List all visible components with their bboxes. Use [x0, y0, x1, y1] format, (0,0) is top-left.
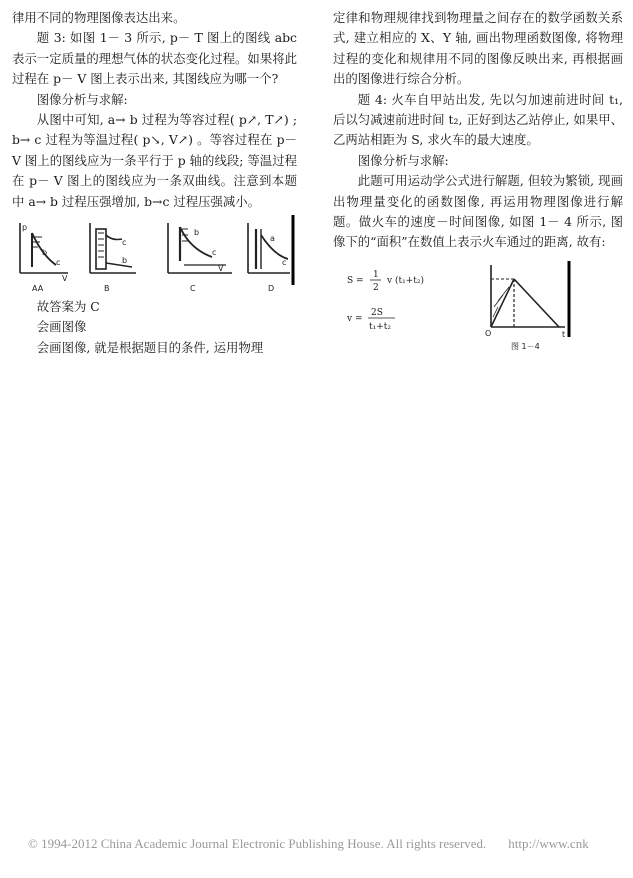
formula-1-lhs: S = — [347, 275, 364, 286]
velocity-time-graph — [485, 261, 569, 351]
svg-text:b: b — [42, 248, 48, 258]
formula-1-rhs: v (t₁+t₂) — [387, 275, 424, 286]
right-column — [333, 8, 623, 357]
copyright-text: © 1994-2012 China Academic Journal Electronic Publishing House. All rights reserved. — [28, 836, 487, 851]
svg-text:V: V — [62, 274, 68, 284]
svg-text:p: p — [22, 223, 28, 233]
paragraph: 律用不同的物理图像表达出来。 — [12, 10, 186, 25]
option-d-label: D — [268, 284, 275, 294]
formula-2-lhs: v = — [347, 313, 363, 324]
svg-text:a: a — [270, 234, 275, 244]
option-a-diagram — [20, 223, 68, 283]
option-c-label: C — [190, 284, 196, 294]
answer: 故答案为 C — [36, 299, 100, 315]
analysis-text: 此题可用运动学公式进行解题, 但较为繁锁, 现画出物理量变化的函数图像, 再运用物理图像进行解题。做火车的速度－时间图像, 如图 1－ 4 所示, 图像下的“面积”在数值上表示火车通过的距离, 故有: — [333, 173, 623, 250]
formula-and-figure — [333, 257, 623, 357]
svg-text:b: b — [122, 256, 128, 266]
svg-text:c: c — [122, 238, 127, 248]
graph-t-axis-label: t — [562, 329, 566, 339]
section-heading: 会画图像 — [36, 319, 87, 335]
problem-3: 题 3: 如图 1－ 3 所示, p－ T 图上的图线 abc 表示一定质量的理想气体的状态变化过程。如果将此过程在 p－ V 图上表示出来, 其图线应为哪一个? — [12, 30, 297, 87]
problem-4: 题 4: 火车自甲站出发, 先以匀加速前进时间 t₁, 后以匀减速前进时间 t₂, 正好到达乙站停止, 如果甲、乙两站相距为 S, 求火车的最大速度。 — [333, 91, 623, 148]
paragraph: 定律和物理规律找到物理量之间存在的数学函数关系式, 建立相应的 X、Y 轴, 画出物理函数图像, 将物理过程的变化和规律用不同的图像反映出来, 再根据画出的图像进行综合分析。 — [333, 10, 623, 87]
option-b-diagram — [90, 223, 136, 273]
formula-1-num: 1 — [373, 269, 379, 280]
option-c-diagram — [168, 223, 232, 273]
analysis-heading: 图像分析与求解: — [357, 152, 449, 168]
svg-text:c: c — [282, 258, 287, 268]
pv-diagram-options — [12, 215, 297, 295]
left-column — [12, 8, 297, 358]
svg-text:V: V — [218, 264, 224, 274]
paragraph: 会画图像, 就是根据题目的条件, 运用物理 — [36, 339, 264, 355]
figure-options — [12, 215, 297, 295]
svg-text:c: c — [212, 248, 217, 258]
svg-text:c: c — [56, 258, 61, 268]
copyright-footer — [28, 836, 611, 852]
formula-2-den: t₁+t₂ — [369, 321, 391, 332]
formula-2-num: 2S — [371, 307, 383, 318]
graph-origin: O — [485, 328, 492, 338]
formula-figure-svg — [333, 257, 623, 357]
analysis-text: 从图中可知, a→ b 过程为等容过程( p↗, T↗) ; b→ c 过程为等温过程( p↘, V↗) 。等容过程在 p－ V 图上的图线应为一条平行于 p 轴的线段; 等温过程在 p－ V 图上的图线应为一条双曲线。注意到本题中 a→ b 过程压强增加, b→c 过程压强减小。 — [12, 112, 297, 209]
analysis-heading: 图像分析与求解: — [36, 91, 128, 107]
figure-caption: 图 1－4 — [511, 341, 540, 351]
footer-url: http://www.cnk — [508, 836, 589, 851]
option-b-label: B — [104, 284, 110, 294]
option-a-label: AA — [32, 284, 44, 294]
option-d-diagram — [248, 215, 293, 285]
svg-text:b: b — [194, 228, 200, 238]
formula-1-den: 2 — [373, 282, 379, 293]
